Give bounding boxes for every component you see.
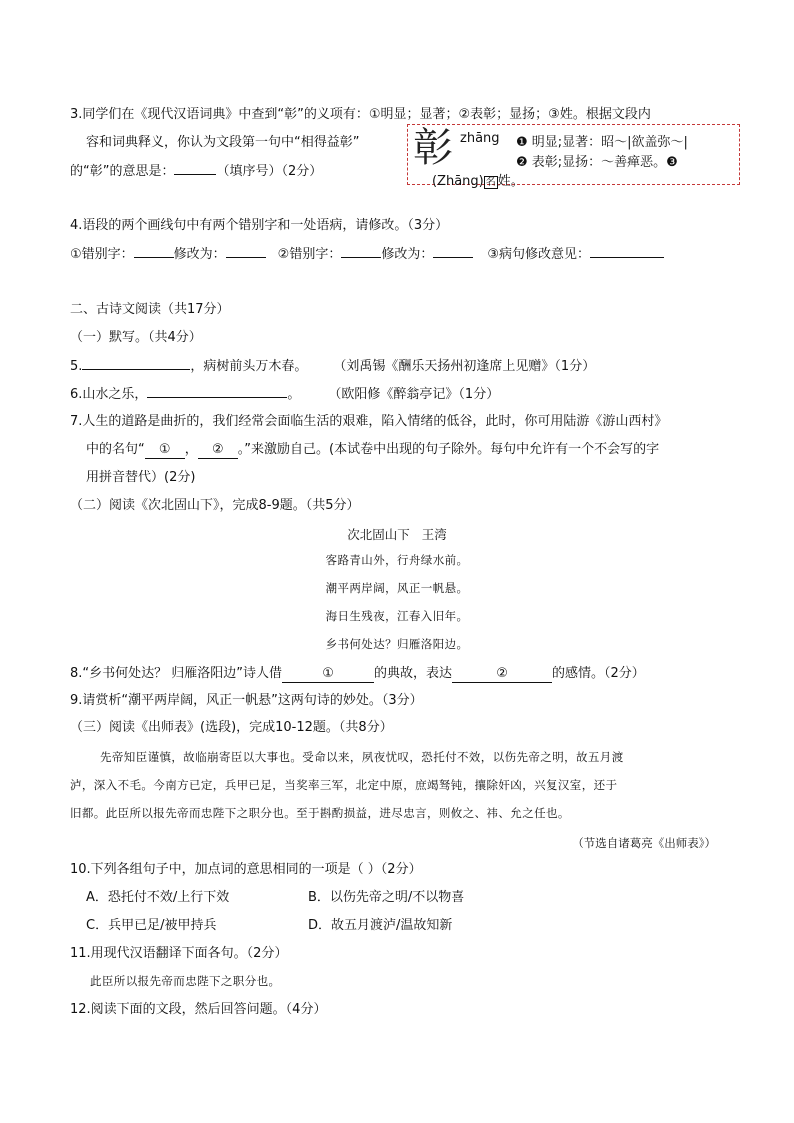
- q4-label-2: 修改为：: [173, 247, 226, 262]
- passage-line: 泸，深入不毛。今南方已定，兵甲已足，当奖率三军，北定中原，庶竭驽钝，攘除奸凶，兴复汉室，还于: [70, 778, 618, 792]
- q7-line2: [86, 441, 659, 459]
- q5-source: （刘禹锡《酬乐天扬州初逢席上见赠》（1分）: [333, 359, 596, 374]
- q6-source: （欧阳修《醉翁亭记》（1分）: [328, 387, 500, 402]
- answer-blank-1[interactable]: ①: [282, 665, 374, 683]
- q8-suffix: 的感情。（2分）: [552, 666, 645, 681]
- dictionary-pinyin: zhāng: [460, 131, 500, 146]
- dictionary-sense-1: ❶ 明显;显著：昭～|欲盖弥～|: [516, 135, 688, 150]
- q6-end: 。: [287, 387, 301, 402]
- q3-line3: [70, 162, 322, 180]
- answer-blank[interactable]: [226, 245, 266, 258]
- q4-label-4: 修改为：: [381, 247, 434, 262]
- q7-line2-prefix: 中的名句“: [86, 442, 145, 457]
- q6-text: 6.山水之乐，: [70, 387, 148, 402]
- answer-blank-2[interactable]: ②: [198, 441, 238, 459]
- q4-label-3: ②错别字：: [277, 247, 342, 262]
- passage-line: 旧都。此臣所以报先帝而忠陛下之职分也。至于斟酌损益，进尽忠言，则攸之、祎、允之任也。: [70, 806, 570, 820]
- section-title: 二、古诗文阅读（共17分）: [70, 302, 230, 317]
- q8-prefix: 8.“乡书何处达？ 归雁洛阳边”诗人借: [70, 666, 283, 681]
- poem-line: 潮平两岸阔，风正一帆悬。: [325, 581, 469, 595]
- answer-blank[interactable]: [134, 245, 174, 258]
- subsection-title: （二）阅读《次北固山下》，完成8-9题。（共5分）: [70, 498, 360, 513]
- poem-line: 海日生残夜，江春入旧年。: [325, 609, 469, 623]
- q4-answers: [70, 245, 664, 263]
- q3-line1: 3.同学们在《现代汉语词典》中查到“彰”的义项有：①明显；显著；②表彰；显扬；③姓。根据文段内: [70, 107, 651, 122]
- poem-line: 客路青山外，行舟绿水前。: [325, 553, 469, 567]
- q4-label-1: ①错别字：: [70, 247, 134, 262]
- answer-blank-2[interactable]: ②: [452, 665, 552, 683]
- q8: [70, 665, 645, 683]
- dictionary-sense-3: [432, 170, 524, 189]
- poem-title: 次北固山下: [347, 527, 410, 542]
- dictionary-entry-box: [407, 124, 740, 189]
- answer-blank[interactable]: [147, 385, 287, 398]
- q11-stem: 11.用现代汉语翻译下面各句。（2分）: [70, 946, 288, 961]
- q8-middle: 的典故，表达: [374, 666, 453, 681]
- q11-sentence: 此臣所以报先帝而忠陛下之职分也。: [90, 974, 281, 988]
- q10-option-c[interactable]: C．兵甲已足/被甲持兵: [86, 918, 217, 933]
- q10-option-a[interactable]: A．恐托付不效/上行下效: [86, 890, 230, 905]
- q3-line3-suffix: （填序号）（2分）: [216, 164, 323, 179]
- q3-line3-prefix: 的“彰”的意思是：: [70, 164, 175, 179]
- dictionary-sense-3-pinyin: (Zhāng): [432, 174, 484, 189]
- subsection-title: （一）默写。（共4分）: [70, 330, 202, 345]
- subsection-title: （三）阅读《出师表》(选段)，完成10-12题。（共8分）: [70, 720, 393, 735]
- q7-line3: 用拼音替代）(2分): [86, 470, 196, 485]
- dictionary-sense-2: ❷ 表彰;显扬：～善瘅恶。❸: [516, 155, 678, 170]
- noun-tag: 名: [485, 177, 496, 188]
- answer-blank[interactable]: [174, 162, 216, 175]
- q7-comma: ，: [184, 442, 198, 457]
- q5-text: ，病树前头万木春。: [190, 359, 308, 374]
- q6: [70, 385, 499, 403]
- dictionary-headword: 彰: [413, 125, 453, 171]
- passage-line: 先帝知臣谨慎，故临崩寄臣以大事也。受命以来，夙夜忧叹，恐托付不效，以伤先帝之明，故五月渡: [100, 750, 624, 764]
- dictionary-sense-3-text: 姓。: [497, 174, 524, 189]
- passage-source: （节选自诸葛亮《出师表》）: [572, 836, 716, 850]
- answer-blank[interactable]: [433, 245, 473, 258]
- q4-label-5: ③病句修改意见：: [487, 247, 590, 262]
- answer-blank[interactable]: [590, 245, 664, 258]
- q7-line1: 7.人生的道路是曲折的，我们经常会面临生活的艰难，陷入情绪的低谷，此时，你可用陆游《游山西村》: [70, 414, 668, 429]
- q10-stem: 10.下列各组句子中，加点词的意思相同的一项是（ ）（2分）: [70, 862, 422, 877]
- answer-blank-1[interactable]: ①: [145, 441, 185, 459]
- poem-author: 王湾: [421, 527, 447, 542]
- answer-blank[interactable]: [82, 357, 190, 370]
- q5-number: 5.: [70, 359, 83, 374]
- q12-stem: 12.阅读下面的文段，然后回答问题。（4分）: [70, 1002, 327, 1017]
- q5: [70, 357, 595, 375]
- answer-blank[interactable]: [341, 245, 381, 258]
- q4-stem: 4.语段的两个画线句中有两个错别字和一处语病，请修改。（3分）: [70, 218, 449, 233]
- poem-line: 乡书何处达？归雁洛阳边。: [325, 637, 469, 651]
- q10-option-b[interactable]: B．以伤先帝之明/不以物喜: [308, 890, 465, 905]
- q7-line2-suffix: 。”来激励自己。(本试卷中出现的句子除外。每句中允许有一个不会写的字: [237, 442, 660, 457]
- q9: 9.请赏析“潮平两岸阔，风正一帆悬”这两句诗的妙处。（3分）: [70, 693, 423, 708]
- q10-option-d[interactable]: D．故五月渡泸/温故知新: [308, 918, 453, 933]
- poem-header: [0, 525, 794, 543]
- q3-line2: 容和词典释义，你认为文段第一句中“相得益彰”: [86, 135, 360, 150]
